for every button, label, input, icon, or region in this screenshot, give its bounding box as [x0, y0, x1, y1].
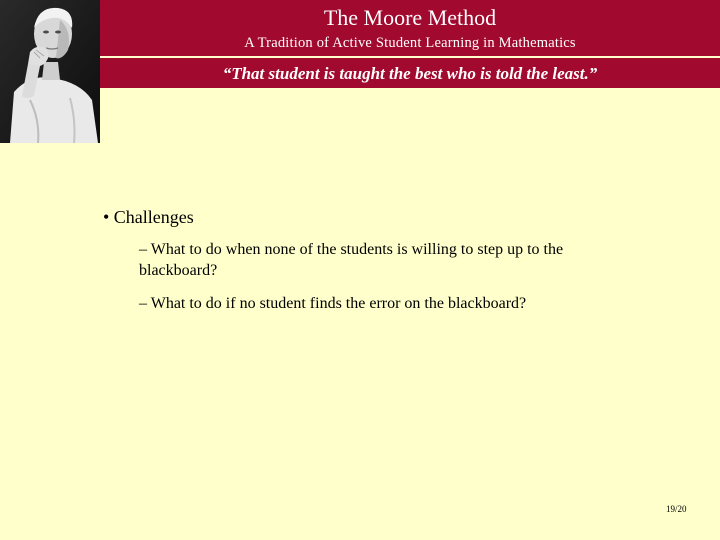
slide-subtitle: A Tradition of Active Student Learning in Mathematics: [244, 35, 576, 51]
sub-bullet-item: – What to do when none of the students is willing to step up to the blackboard?: [139, 241, 564, 279]
portrait-photo: [0, 0, 100, 143]
page-number: 19/20: [666, 504, 687, 514]
portrait-photo-icon: [0, 0, 100, 143]
quote-text: “That student is taught the best who is told the least.”: [222, 64, 598, 83]
slide-content: [103, 205, 663, 326]
slide-title: The Moore Method: [323, 5, 497, 30]
sub-bullet-item: – What to do if no student finds the error on the blackboard?: [139, 295, 527, 312]
bullet-challenges: • Challenges: [103, 207, 194, 227]
sub-bullet-list: [139, 239, 663, 314]
